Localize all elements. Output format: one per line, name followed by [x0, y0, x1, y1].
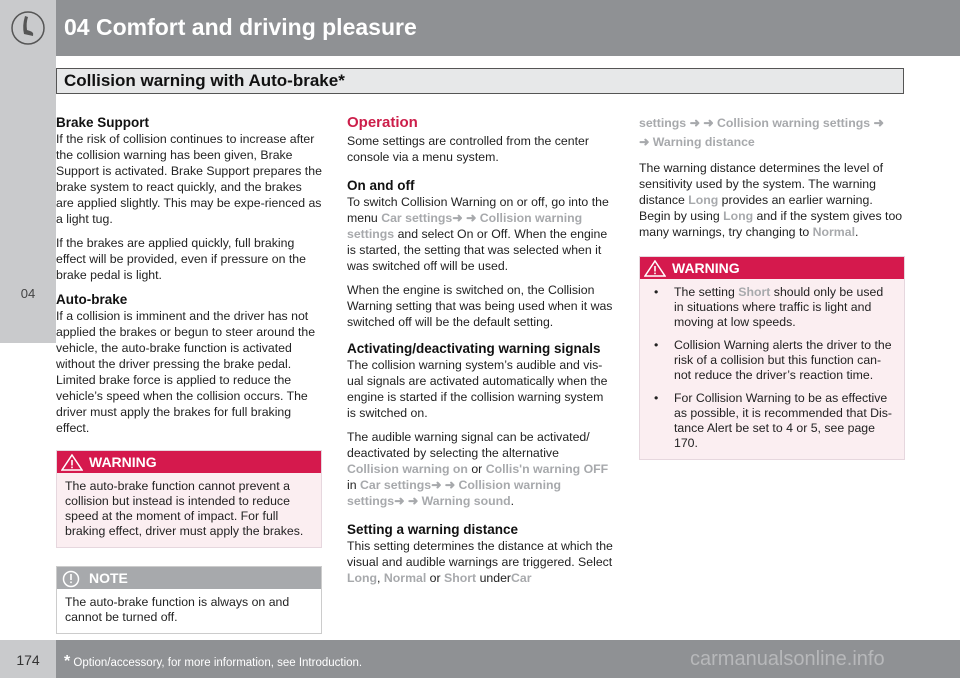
distance-paragraph	[347, 538, 613, 586]
brake-support-paragraph-1: If the risk of collision continues to increase after the collision warning has been given, Brake Support is activated. Brake Support prepares the brake system to react quickly, and the brakes are applied slightly. This may be expe-rienced as a light tug.	[56, 132, 322, 226]
text-run: under	[476, 571, 512, 585]
text-run: and select On or Off. When the engine is started, the setting that was selected when it was switched off will be used.	[347, 227, 608, 273]
menu-warning-distance: Warning distance	[652, 135, 755, 149]
warning-label: WARNING	[672, 260, 740, 276]
column-3	[639, 114, 905, 460]
note-text: The auto-brake function is always on and cannot be turned off.	[57, 589, 321, 633]
menu-car-settings: Car settings	[360, 478, 432, 492]
chapter-icon-box	[0, 0, 56, 56]
menu-car: Car	[511, 571, 532, 585]
menu-collision-warning-settings: Collision warning settings	[347, 211, 583, 241]
arrow-icon: ➜ ➜	[686, 116, 718, 130]
menu-warning-sound: Warning sound	[421, 494, 511, 508]
signals-paragraph-1: The collision warning system’s audible and vis-ual signals are activated automatically when the engine is started if the collision warning system is switched on.	[347, 358, 608, 420]
auto-brake-heading: Auto-brake	[56, 292, 128, 307]
arrow-icon: ➜	[639, 135, 653, 149]
option-short: Short	[444, 571, 477, 585]
on-off-paragraph-1	[347, 194, 613, 274]
warning-box	[639, 256, 905, 460]
auto-brake-paragraph: If a collision is imminent and the driver has not applied the brakes or begun to steer around the vehicle, the auto-brake function is activated without the driver pressing the brake pedal. Limited brake force is applied to reduce the vehicle’s speed when the collision occurs. The driver must apply the brakes for full braking effect.	[56, 309, 316, 435]
text-run: The audible warning signal can be activated/ deactivated by selecting the alternative	[347, 430, 590, 460]
chapter-sidebar	[0, 56, 56, 343]
footnote	[64, 653, 362, 671]
list-item: • Collision Warning alerts the driver to the risk of a collision but this function can-not reduce the driver’s reaction time.	[648, 338, 896, 383]
column-1	[56, 114, 322, 634]
option-long: Long	[688, 193, 719, 207]
seat-icon	[11, 8, 45, 48]
text-run: The warning distance determines the level of sensitivity used by the system. The warning distance	[639, 161, 884, 207]
menu-path-continued	[639, 114, 905, 152]
operation-paragraph: Some settings are controlled from the center console via a menu system.	[347, 134, 589, 164]
chapter-title: 04 Comfort and driving pleasure	[64, 14, 417, 40]
signals-paragraph-2	[347, 429, 613, 509]
list-item: • For Collision Warning to be as effective as possible, it is recommended that Dis-tance Alert be set to 4 or 5, see page 170.	[648, 391, 896, 451]
arrow-icon: ➜ ➜	[452, 211, 480, 225]
page-header	[0, 0, 960, 56]
list-item	[648, 285, 896, 330]
warning-list-body	[640, 279, 904, 459]
warning-distance-paragraph	[639, 160, 905, 240]
page-number-box	[0, 640, 56, 678]
note-box	[56, 566, 322, 634]
text-run: .	[510, 494, 515, 508]
warning-triangle-icon	[644, 260, 666, 277]
text-run: This setting determines the distance at which the visual and audible warnings are triggered. Select	[347, 539, 613, 569]
text-run: .	[855, 225, 859, 239]
option-short: Short	[738, 285, 771, 299]
page-number: 174	[16, 652, 40, 668]
arrow-icon: ➜ ➜	[394, 494, 422, 508]
warning-box	[56, 450, 322, 548]
option-long: Long	[723, 209, 754, 223]
option-long: Long	[347, 571, 378, 585]
on-off-paragraph-2: When the engine is switched on, the Collision Warning setting that was being used when it was switched off will be the default setting.	[347, 283, 613, 329]
chapter-number: 04	[20, 286, 36, 301]
option-normal: Normal	[383, 571, 427, 585]
menu-car-settings: Car settings	[381, 211, 453, 225]
section-title: Collision warning with Auto-brake*	[64, 71, 345, 90]
footnote-star: *	[64, 653, 71, 670]
watermark: carmanualsonline.info	[690, 648, 885, 670]
option-collision-warning-off: Collis'n warning OFF	[485, 462, 609, 476]
menu-collision-warning-settings: Collision warning settings	[347, 478, 562, 508]
info-icon	[62, 570, 80, 588]
footnote-text: Option/accessory, for more information, see Introduction.	[70, 657, 363, 669]
text-run: should only be used in situations where traffic is light and moving at low speeds.	[674, 285, 884, 329]
text-run: or	[426, 571, 445, 585]
text-run: or	[467, 462, 486, 476]
warning-header	[640, 257, 904, 279]
warning-header	[57, 451, 321, 473]
warning-triangle-icon	[61, 454, 83, 471]
warning-text: The auto-brake function cannot prevent a collision but instead is intended to reduce speed at the moment of impact. For full braking effect, driver must apply the brakes.	[57, 473, 321, 547]
distance-heading: Setting a warning distance	[347, 522, 519, 537]
text-run: provides an earlier warning. Begin by using	[639, 193, 873, 223]
option-collision-warning-on: Collision warning on	[347, 462, 468, 476]
on-off-heading: On and off	[347, 178, 415, 193]
menu-collision-warning-settings: Collision warning settings	[717, 116, 871, 130]
arrow-icon: ➜ ➜	[431, 478, 459, 492]
column-2	[347, 114, 613, 594]
text-run: in	[347, 478, 360, 492]
operation-heading: Operation	[347, 114, 418, 131]
menu-settings: settings	[639, 116, 687, 130]
text-run: ,	[377, 571, 384, 585]
warning-label: WARNING	[89, 454, 157, 470]
text-run: The setting	[674, 285, 739, 299]
brake-support-paragraph-2: If the brakes are applied quickly, full braking effect will be provided, even if pressure on the brake pedal is light.	[56, 236, 306, 282]
warning-list	[648, 285, 896, 451]
arrow-icon: ➜	[870, 116, 884, 130]
note-label: NOTE	[89, 570, 128, 586]
text-run: To switch Collision Warning on or off, go into the menu	[347, 195, 609, 225]
note-header	[57, 567, 321, 589]
text-run: and if the system gives too many warnings, try changing to	[639, 209, 903, 239]
brake-support-heading: Brake Support	[56, 115, 150, 130]
section-title-bar	[56, 68, 904, 94]
option-normal: Normal	[812, 225, 855, 239]
signals-heading: Activating/deactivating warning signals	[347, 341, 601, 356]
page-footer	[0, 640, 960, 678]
